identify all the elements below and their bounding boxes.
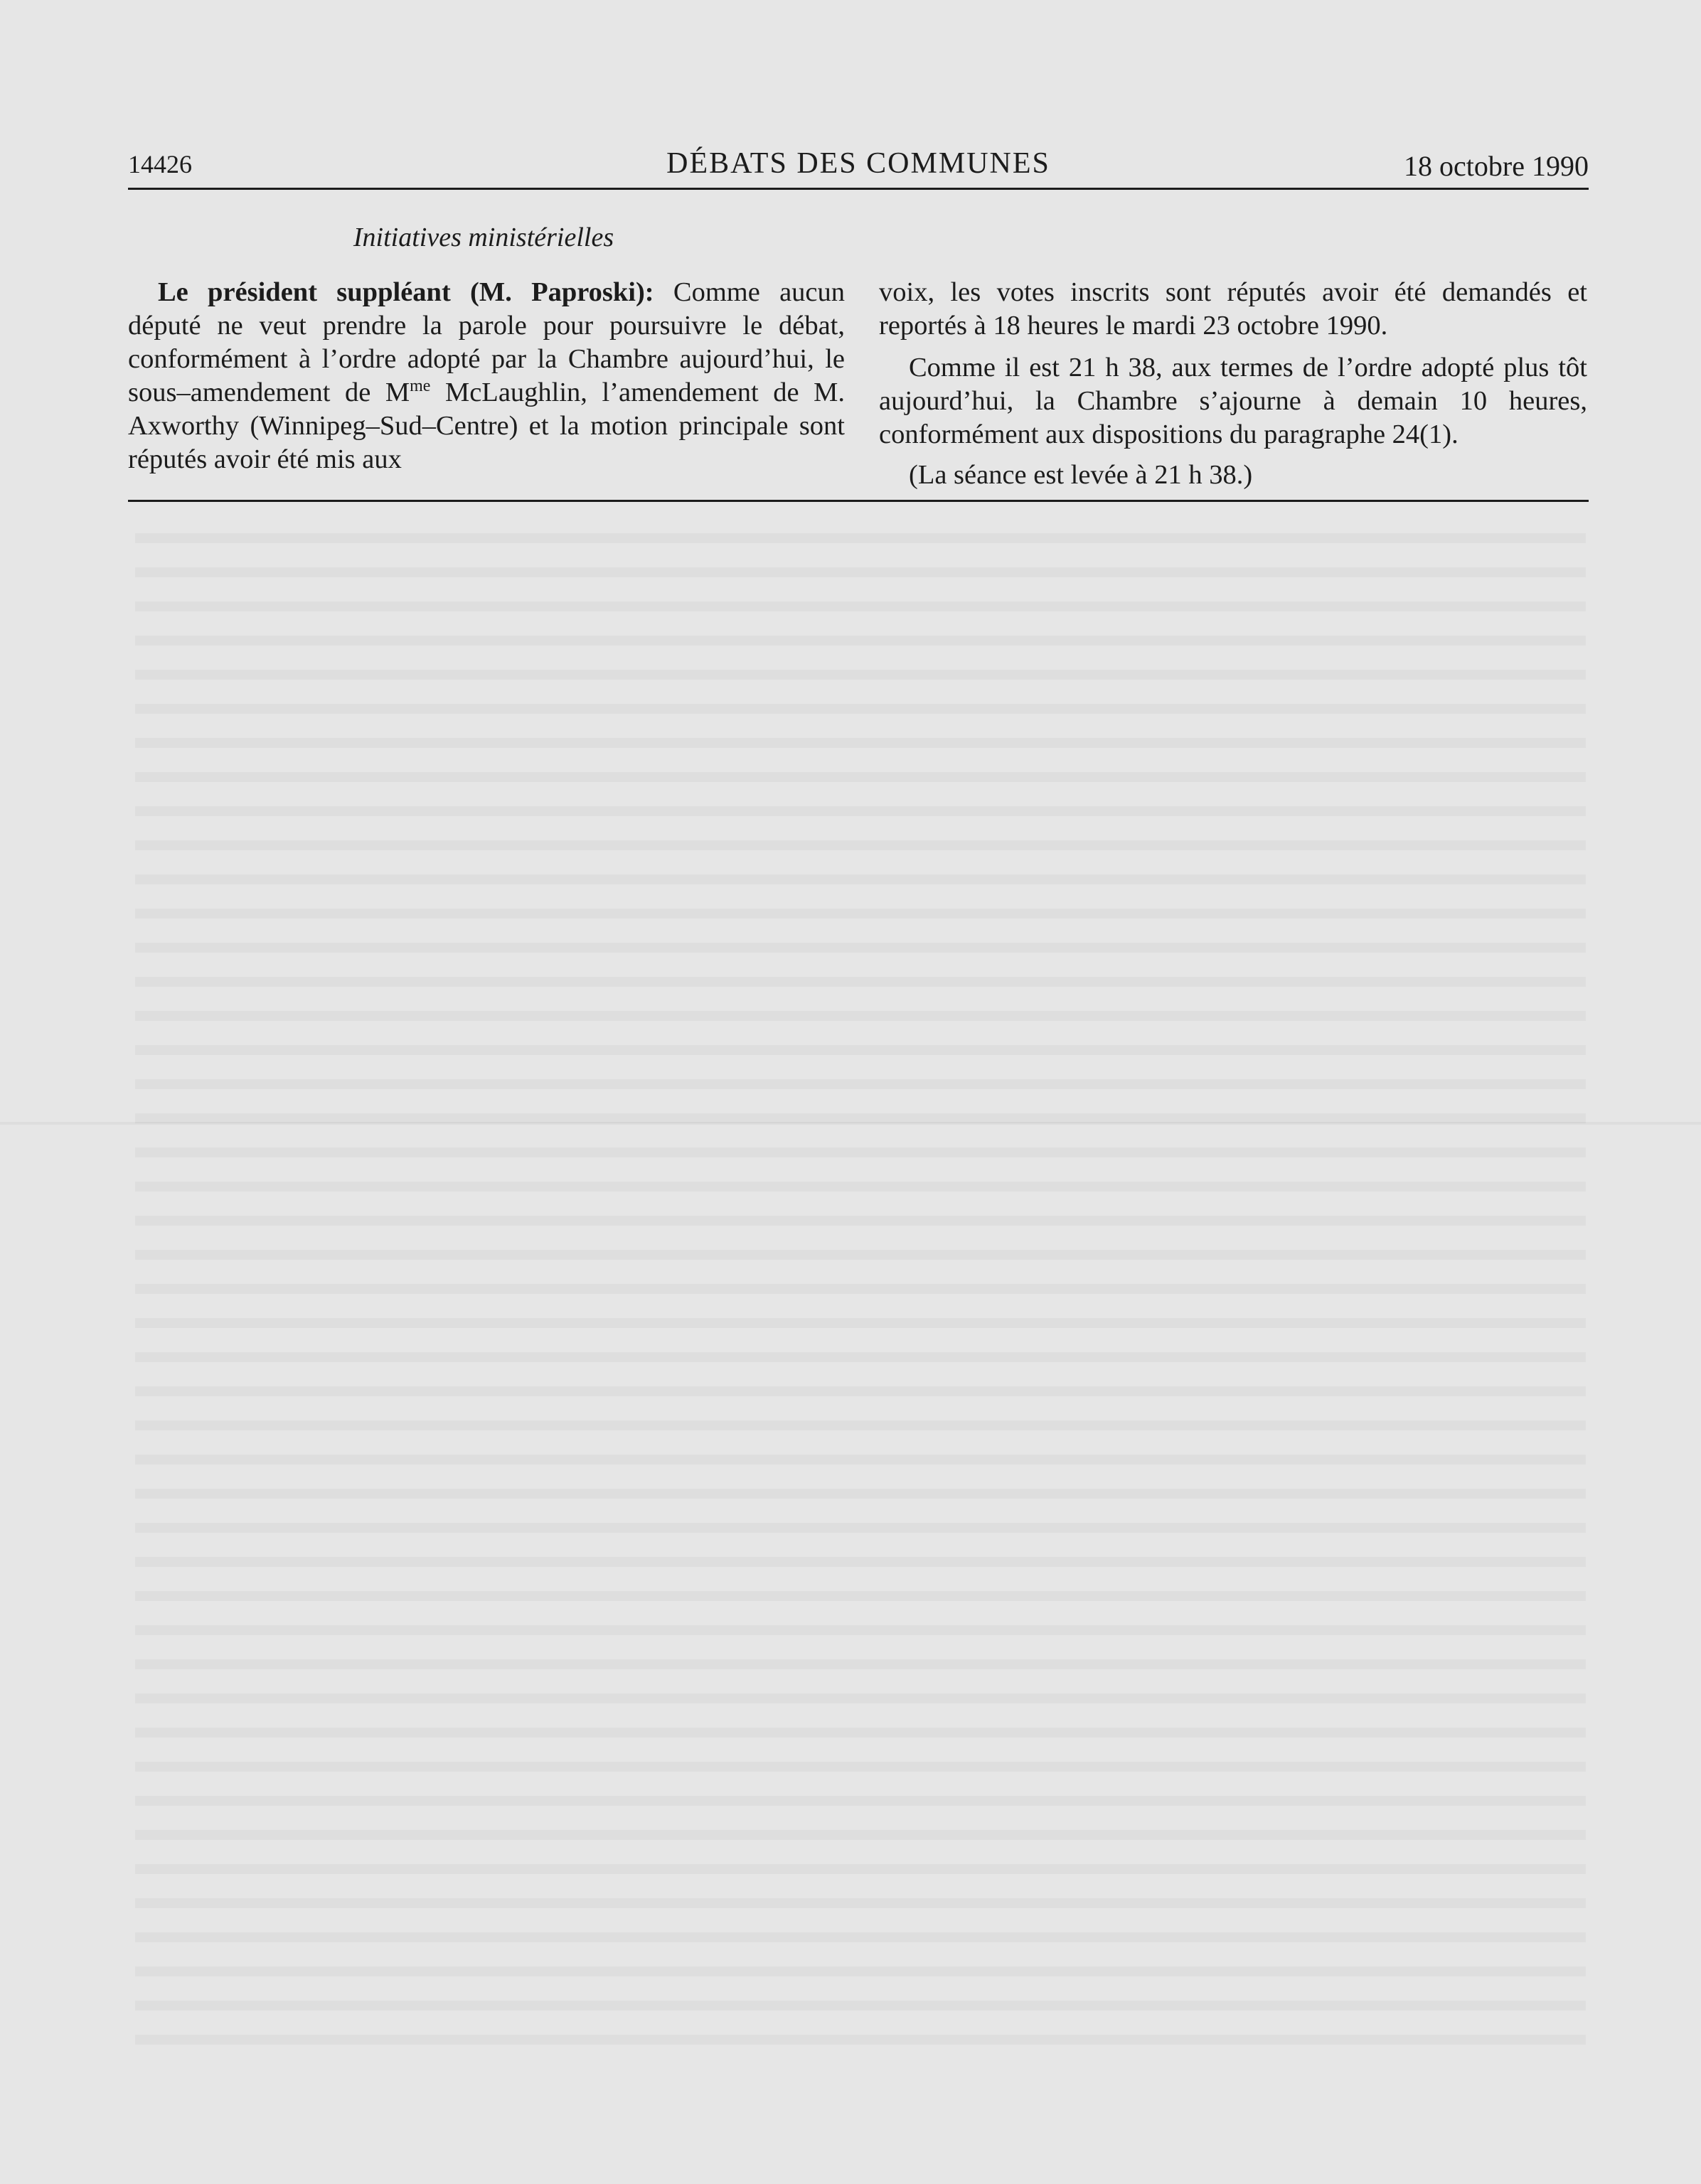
speech-paragraph <box>128 276 845 476</box>
closing-note: (La séance est levée à 21 h 38.) <box>909 460 1253 490</box>
header-rule <box>128 188 1589 190</box>
page-header <box>128 146 1589 188</box>
publication-title: DÉBATS DES COMMUNES <box>666 147 1050 180</box>
speaker-name: Le président suppléant (M. Paproski): <box>158 277 654 307</box>
right-column <box>879 276 1587 492</box>
speech-text-part2: McLaughlin, l’amendement de M. Axworthy (Winnipeg–Sud–Centre) et la motion principale sont réputés avoir été mis aux <box>128 378 845 474</box>
continuation-paragraph: voix, les votes inscrits sont réputés avoir été demandés et reportés à 18 heures le mardi 23 octobre 1990. <box>879 277 1587 341</box>
page-number: 14426 <box>128 150 192 178</box>
adjournment-paragraph: Comme il est 21 h 38, aux termes de l’ordre adopté plus tôt aujourd’hui, la Chambre s’ajourne à demain 10 heures, conformément aux dispositions du paragraphe 24(1). <box>879 353 1587 449</box>
section-heading: Initiatives ministérielles <box>353 223 614 252</box>
speech-text-part1: Comme aucun député ne veut prendre la parole pour poursuivre le débat, conformément à l’ordre adopté par la Chambre aujourd’hui, le sous–amendement de M <box>128 277 845 407</box>
reverse-side-bleed-through <box>135 512 1586 2062</box>
page-fold-line <box>0 1122 1701 1125</box>
publication-date: 18 octobre 1990 <box>1404 150 1589 182</box>
left-column <box>128 276 845 476</box>
superscript-me: me <box>410 377 431 395</box>
section-end-rule <box>128 500 1589 502</box>
